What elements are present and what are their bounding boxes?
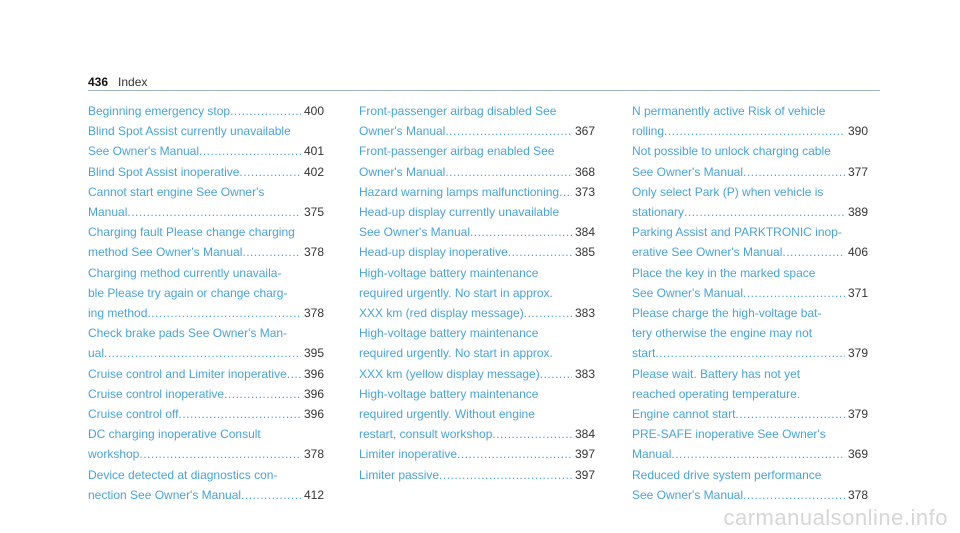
entry-text-line: required urgently. No start in approx.: [359, 285, 553, 300]
entry-page-number: 395: [303, 346, 324, 361]
entry-text-line: workshop: [88, 447, 140, 462]
entry-text-line: XXX km (red display message): [359, 306, 524, 321]
entry-page-row: [88, 101, 324, 121]
dot-leader: [445, 121, 572, 141]
dot-leader: [445, 162, 572, 182]
dot-leader: [540, 364, 572, 384]
entry-text-line: Front-passenger airbag enabled See: [359, 144, 555, 159]
entry-text-line: See Owner's Manual: [359, 225, 471, 240]
entry-text-line: nection See Owner's Manual: [88, 487, 242, 502]
entry-text-line: Check brake pads See Owner's Man-: [88, 326, 288, 341]
entry-page-number: 401: [303, 144, 324, 159]
entry-page-row: [88, 202, 324, 222]
entry-text-line: start: [632, 346, 656, 361]
index-entry[interactable]: [88, 384, 324, 404]
entry-text-line: Charging method currently unavaila-: [88, 265, 282, 280]
entry-page-row: [632, 202, 868, 222]
entry-text-line: See Owner's Manual: [632, 487, 744, 502]
entry-text-line: Owner's Manual: [359, 164, 446, 179]
entry-text-line: Please wait. Battery has not yet: [632, 366, 801, 381]
index-entry[interactable]: [632, 182, 868, 222]
index-entry[interactable]: [88, 404, 324, 424]
entry-page-row: [632, 343, 868, 363]
entry-page-row: [88, 303, 324, 323]
dot-leader: [287, 364, 301, 384]
entry-page-row: [88, 384, 324, 404]
dot-leader: [457, 444, 572, 464]
index-entry[interactable]: [359, 202, 595, 242]
index-entry[interactable]: [88, 182, 324, 222]
entry-text-line: Cruise control inoperative: [88, 386, 225, 401]
entry-text-line: DC charging inoperative Consult: [88, 427, 261, 442]
entry-page-number: 396: [303, 386, 324, 401]
entry-text-line: required urgently. Without engine: [359, 407, 535, 422]
dot-leader: [224, 384, 301, 404]
entry-page-number: 383: [574, 306, 595, 321]
dot-leader: [524, 303, 572, 323]
entry-text-line: Manual: [632, 447, 672, 462]
dot-leader: [664, 121, 845, 141]
index-entry[interactable]: [88, 323, 324, 363]
entry-text-line: Front-passenger airbag disabled See: [359, 104, 557, 118]
entry-page-number: 402: [303, 164, 324, 179]
index-entry[interactable]: [359, 182, 595, 202]
index-entry[interactable]: [632, 263, 868, 303]
page-header: [88, 73, 880, 89]
entry-page-number: 379: [847, 346, 868, 361]
entry-text-line: Head-up display inoperative: [359, 245, 508, 260]
entry-text-line: method See Owner's Manual: [88, 245, 243, 260]
index-entry[interactable]: [632, 465, 868, 505]
entry-text-line: Hazard warning lamps malfunctioning: [359, 184, 560, 199]
dot-leader: [782, 242, 845, 262]
dot-leader: [147, 303, 301, 323]
entry-text-line: tery otherwise the engine may not: [632, 326, 813, 341]
entry-text-line: High-voltage battery maintenance: [359, 386, 539, 401]
entry-page-row: [359, 424, 595, 444]
dot-leader: [735, 404, 845, 424]
entry-page-number: 397: [574, 447, 595, 462]
entry-page-number: 369: [847, 447, 868, 462]
index-entry[interactable]: [88, 364, 324, 384]
entry-text-line: Only select Park (P) when vehicle is: [632, 184, 824, 199]
entry-text-line: Please charge the high-voltage bat-: [632, 306, 822, 321]
entry-page-number: 378: [847, 487, 868, 502]
entry-page-row: [632, 162, 868, 182]
entry-text-line: Blind Spot Assist currently unavailable: [88, 124, 291, 139]
header-rule: [88, 90, 880, 91]
dot-leader: [104, 343, 301, 363]
entry-page-row: [632, 404, 868, 424]
entry-text-line: See Owner's Manual: [88, 144, 200, 159]
dot-leader: [199, 141, 301, 161]
entry-page-row: [359, 444, 595, 464]
dot-leader: [241, 485, 301, 505]
entry-text-line: Device detected at diagnostics con-: [88, 467, 278, 482]
watermark: carmanualsonline.info: [723, 505, 948, 530]
entry-text-line: N permanently active Risk of vehicle: [632, 104, 826, 118]
dot-leader: [127, 202, 301, 222]
dot-leader: [179, 404, 301, 424]
entry-page-number: 400: [303, 104, 324, 118]
entry-page-row: [88, 141, 324, 161]
entry-page-row: [88, 343, 324, 363]
index-entry[interactable]: [632, 424, 868, 464]
dot-leader: [671, 444, 845, 464]
entry-text-line: erative See Owner's Manual: [632, 245, 783, 260]
entry-page-number: 396: [303, 366, 324, 381]
index-entry[interactable]: [88, 101, 324, 121]
dot-leader: [239, 162, 301, 182]
entry-text-line: High-voltage battery maintenance: [359, 265, 539, 280]
entry-page-number: 384: [574, 225, 595, 240]
entry-page-number: 377: [847, 164, 868, 179]
entry-page-number: 373: [574, 184, 595, 199]
dot-leader: [242, 242, 301, 262]
entry-page-row: [359, 465, 595, 485]
entry-page-row: [632, 242, 868, 262]
index-entry[interactable]: [88, 162, 324, 182]
entry-page-number: 367: [574, 124, 595, 139]
entry-text-line: Blind Spot Assist inoperative: [88, 164, 240, 179]
index-entry[interactable]: [88, 424, 324, 464]
entry-page-number: 389: [847, 205, 868, 220]
index-entry[interactable]: [359, 384, 595, 445]
entry-text-line: Cannot start engine See Owner's: [88, 184, 265, 199]
entry-text-line: Head-up display currently unavailable: [359, 205, 560, 220]
entry-text-line: See Owner's Manual: [632, 164, 744, 179]
dot-leader: [470, 222, 572, 242]
entry-text-line: restart, consult workshop: [359, 427, 493, 442]
dot-leader: [508, 242, 572, 262]
entry-page-row: [359, 303, 595, 323]
entry-text-line: Manual: [88, 205, 128, 220]
entry-page-number: 368: [574, 164, 595, 179]
index-entry[interactable]: [632, 101, 868, 141]
index-entry[interactable]: [88, 263, 324, 324]
entry-page-number: 396: [303, 407, 324, 422]
entry-page-row: [88, 162, 324, 182]
index-entry[interactable]: [359, 323, 595, 384]
index-column-3: [632, 101, 868, 505]
entry-page-number: 375: [303, 205, 324, 220]
entry-text-line: Charging fault Please change charging: [88, 225, 295, 240]
entry-text-line: Place the key in the marked space: [632, 265, 816, 280]
entry-page-number: 390: [847, 124, 868, 139]
index-entry[interactable]: [88, 121, 324, 161]
entry-text-line: See Owner's Manual: [632, 285, 744, 300]
dot-leader: [655, 343, 845, 363]
index-entry[interactable]: [359, 444, 595, 464]
entry-page-row: [88, 485, 324, 505]
dot-leader: [492, 424, 572, 444]
entry-page-number: 412: [303, 487, 324, 502]
entry-text-line: ble Please try again or change charg-: [88, 285, 288, 300]
entry-text-line: Owner's Manual: [359, 124, 446, 139]
entry-text-line: required urgently. No start in approx.: [359, 346, 553, 361]
entry-text-line: reached operating temperature.: [632, 386, 801, 401]
entry-text-line: Reduced drive system performance: [632, 467, 822, 482]
index-entry[interactable]: [88, 222, 324, 262]
entry-text-line: High-voltage battery maintenance: [359, 326, 539, 341]
entry-page-row: [359, 121, 595, 141]
entry-page-number: 378: [303, 447, 324, 462]
index-entry[interactable]: [359, 242, 595, 262]
entry-page-row: [359, 242, 595, 262]
entry-page-row: [632, 485, 868, 505]
entry-page-number: 371: [847, 285, 868, 300]
entry-page-number: 397: [574, 467, 595, 482]
entry-page-row: [88, 242, 324, 262]
entry-page-number: 383: [574, 366, 595, 381]
dot-leader: [684, 202, 845, 222]
entry-page-row: [359, 364, 595, 384]
entry-page-number: 378: [303, 306, 324, 321]
index-entry[interactable]: [632, 222, 868, 262]
index-entry[interactable]: [359, 465, 595, 485]
entry-page-number: 378: [303, 245, 324, 260]
entry-text-line: Limiter passive: [359, 467, 440, 482]
entry-page-row: [632, 121, 868, 141]
entry-text-line: rolling: [632, 124, 665, 139]
entry-text-line: ual: [88, 346, 105, 361]
entry-page-row: [359, 222, 595, 242]
entry-page-row: [359, 182, 595, 202]
entry-page-number: 379: [847, 407, 868, 422]
index-entry[interactable]: [632, 303, 868, 364]
index-entry[interactable]: [88, 465, 324, 505]
dot-leader: [139, 444, 301, 464]
entry-text-line: Parking Assist and PARKTRONIC inop-: [632, 225, 842, 240]
page-number: 436: [88, 75, 109, 89]
index-column-1: [88, 101, 324, 505]
index-entry[interactable]: [359, 263, 595, 324]
entry-text-line: Limiter inoperative: [359, 447, 458, 462]
entry-text-line: ing method: [88, 306, 148, 321]
entry-text-line: Engine cannot start: [632, 407, 736, 422]
entry-page-row: [88, 404, 324, 424]
dot-leader: [559, 182, 572, 202]
entry-text-line: Beginning emergency stop: [88, 104, 231, 118]
entry-page-row: [88, 364, 324, 384]
index-entry[interactable]: [359, 101, 595, 141]
dot-leader: [439, 465, 572, 485]
entry-text-line: XXX km (yellow display message): [359, 366, 540, 381]
entry-text-line: Cruise control and Limiter inoperative: [88, 366, 287, 381]
index-entry[interactable]: [359, 141, 595, 181]
entry-page-row: [632, 283, 868, 303]
dot-leader: [743, 162, 845, 182]
header-title: Index: [118, 75, 148, 89]
dot-leader: [230, 101, 301, 121]
index-entry[interactable]: [632, 141, 868, 181]
index-entry[interactable]: [632, 364, 868, 425]
entry-text-line: stationary: [632, 205, 685, 220]
entry-page-row: [88, 444, 324, 464]
entry-page-number: 385: [574, 245, 595, 260]
entry-page-number: 406: [847, 245, 868, 260]
entry-text-line: PRE-SAFE inoperative See Owner's: [632, 427, 826, 442]
entry-text-line: Not possible to unlock charging cable: [632, 144, 831, 159]
dot-leader: [743, 485, 845, 505]
entry-page-row: [359, 162, 595, 182]
entry-text-line: Cruise control off: [88, 407, 179, 422]
dot-leader: [743, 283, 845, 303]
entry-page-row: [632, 444, 868, 464]
entry-page-number: 384: [574, 427, 595, 442]
index-column-2: [359, 101, 595, 485]
